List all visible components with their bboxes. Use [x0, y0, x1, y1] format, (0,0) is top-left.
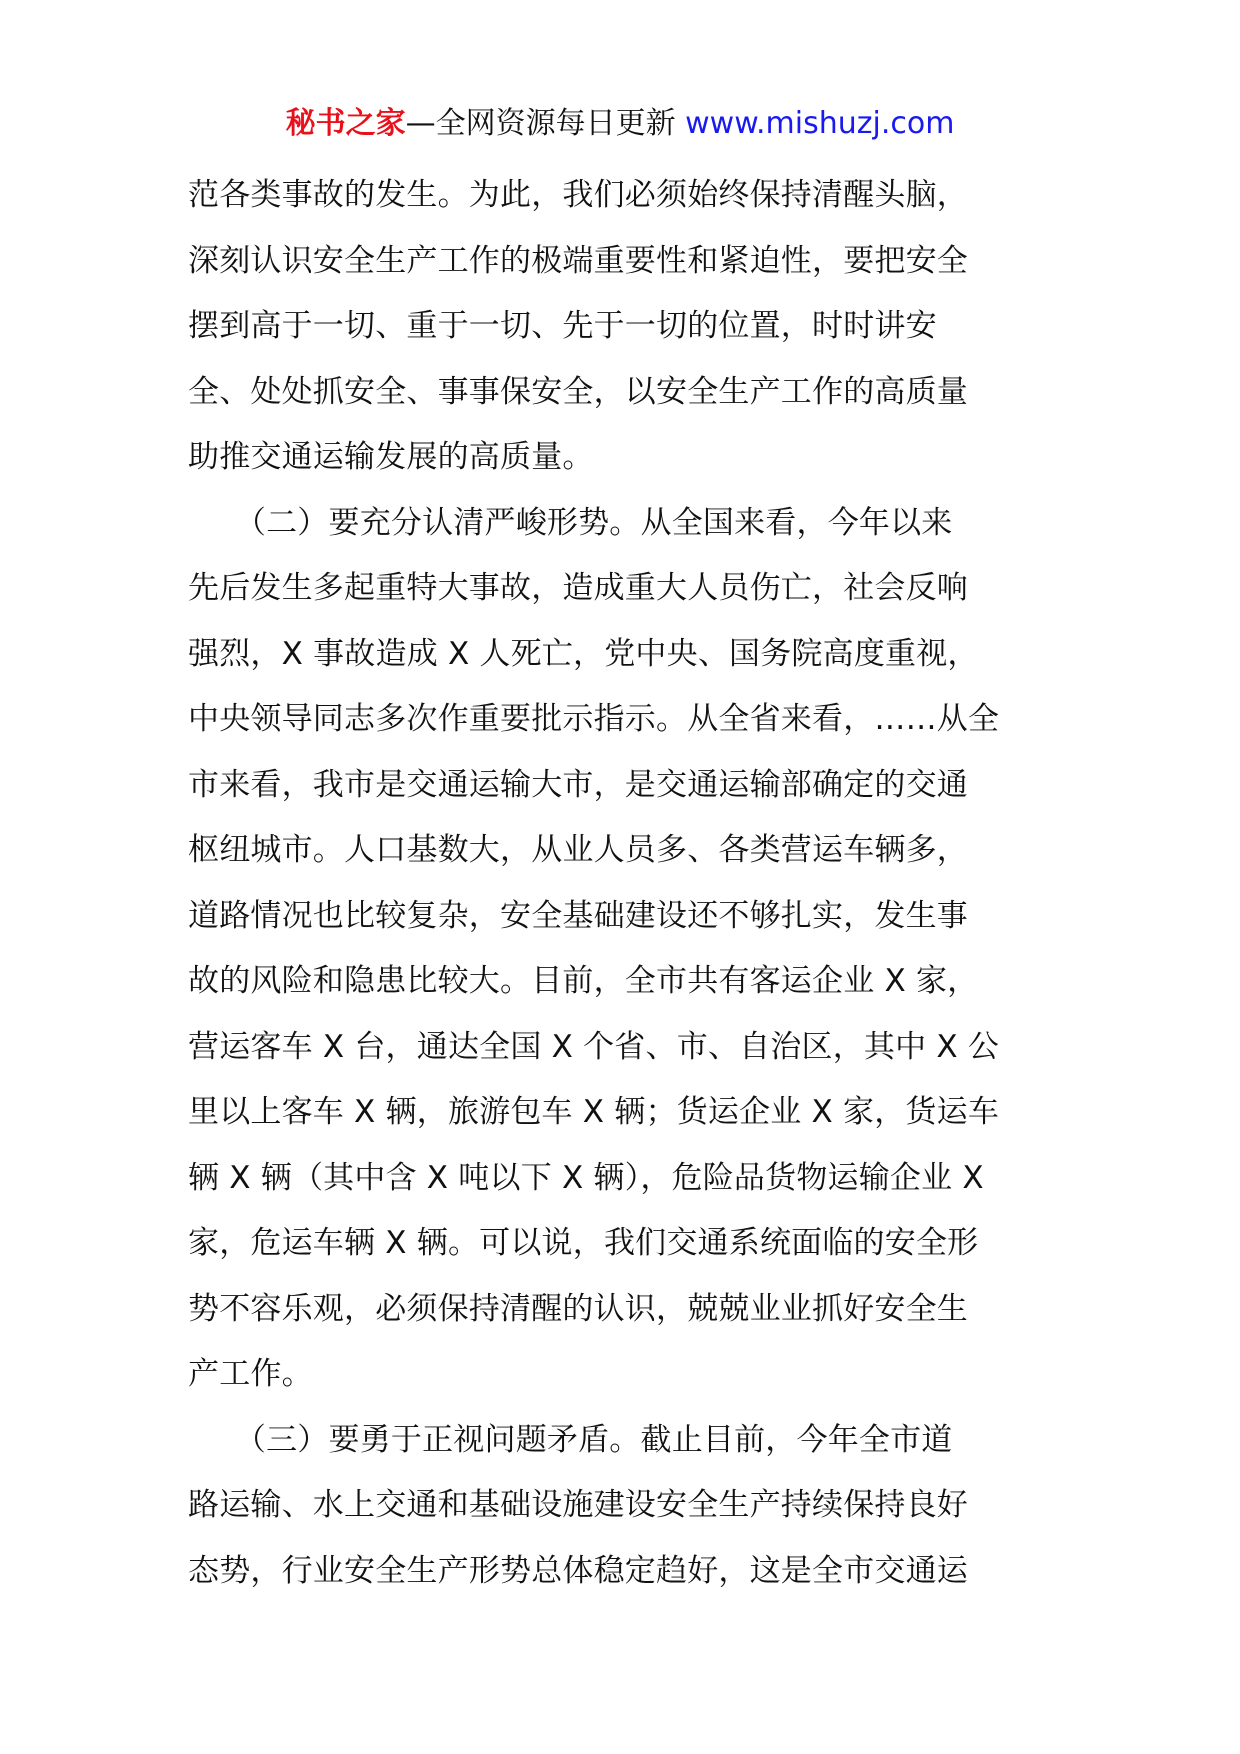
text-line: 市来看，我市是交通运输大市，是交通运输部确定的交通 [188, 766, 968, 803]
brand-name: 秘书之家 [285, 106, 406, 141]
text-line: 营运客车 X 台，通达全国 X 个省、市、自治区，其中 X 公 [188, 1028, 1000, 1065]
text-line: 深刻认识安全生产工作的极端重要性和紧迫性，要把安全 [188, 242, 968, 279]
site-url[interactable]: www.mishuzj.com [685, 106, 955, 141]
text-line: 故的风险和隐患比较大。目前，全市共有客运企业 X 家， [188, 963, 979, 999]
text-line: 家，危运车辆 X 辆。可以说，我们交通系统面临的安全形 [188, 1225, 979, 1261]
text-line: 道路情况也比较复杂，安全基础建设还不够扎实，发生事 [188, 897, 968, 934]
page-header [0, 100, 1240, 148]
text-line: 中央领导同志多次作重要批示指示。从全省来看，……从全 [188, 701, 1000, 737]
text-line: 强烈，X 事故造成 X 人死亡，党中央、国务院高度重视， [188, 635, 979, 672]
text-line: 里以上客车 X 辆，旅游包车 X 辆；货运企业 X 家，货运车 [188, 1094, 1000, 1130]
text-line: 路运输、水上交通和基础设施建设安全生产持续保持良好 [188, 1487, 968, 1523]
text-line: 全、处处抓安全、事事保安全，以安全生产工作的高质量 [188, 373, 968, 410]
text-line: 辆 X 辆（其中含 X 吨以下 X 辆），危险品货物运输企业 X [188, 1159, 984, 1196]
text-line: （三）要勇于正视问题矛盾。截止目前，今年全市道 [188, 1421, 953, 1458]
text-line: 势不容乐观，必须保持清醒的认识，兢兢业业抓好安全生 [188, 1290, 968, 1327]
text-line: 范各类事故的发生。为此，我们必须始终保持清醒头脑， [188, 177, 968, 213]
text-line: 产工作。 [188, 1356, 313, 1392]
text-line: 态势，行业安全生产形势总体稳定趋好，这是全市交通运 [188, 1552, 968, 1589]
text-line: （二）要充分认清严峻形势。从全国来看，今年以来 [188, 504, 953, 541]
text-line: 摆到高于一切、重于一切、先于一切的位置，时时讲安 [188, 308, 937, 344]
text-line: 先后发生多起重特大事故，造成重大人员伤亡，社会反响 [188, 570, 968, 606]
document-body [188, 163, 1056, 1604]
text-line: 枢纽城市。人口基数大，从业人员多、各类营运车辆多， [188, 832, 968, 868]
header-tagline: —全网资源每日更新 [405, 106, 686, 141]
text-line: 助推交通运输发展的高质量。 [188, 439, 594, 475]
